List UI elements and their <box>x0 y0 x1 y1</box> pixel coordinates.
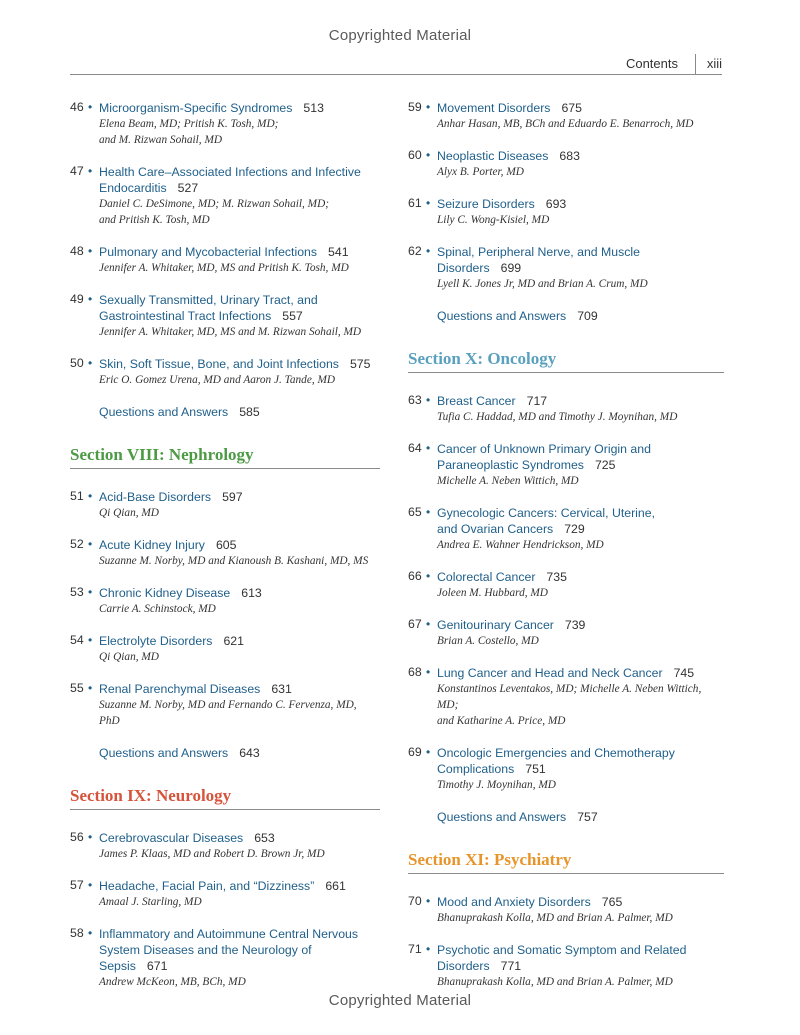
toc-entry[interactable] <box>408 148 724 180</box>
bullet-icon: • <box>88 244 93 258</box>
chapter-title[interactable]: Movement Disorders <box>437 101 551 115</box>
chapter-title-line <box>437 505 724 521</box>
chapter-number: 69 <box>408 745 422 759</box>
bullet-icon: • <box>88 356 93 370</box>
chapter-title[interactable]: Chronic Kidney Disease <box>99 586 231 600</box>
section-rule <box>408 873 724 874</box>
questions-and-answers[interactable] <box>408 809 724 825</box>
bullet-icon: • <box>88 878 93 892</box>
chapter-title[interactable]: Neoplastic Diseases <box>437 149 549 163</box>
chapter-page: 575 <box>349 357 371 371</box>
chapter-authors: Lyell K. Jones Jr, MD and Brian A. Crum, MD <box>437 278 648 290</box>
chapter-page: 739 <box>564 618 586 632</box>
chapter-authors: Joleen M. Hubbard, MD <box>437 587 548 599</box>
chapter-authors: Suzanne M. Norby, MD and Fernando C. Fervenza, MD, PhD <box>99 699 357 727</box>
chapter-title[interactable]: Headache, Facial Pain, and “Dizziness” <box>99 879 315 893</box>
chapter-authors: Eric O. Gomez Urena, MD and Aaron J. Tande, MD <box>99 374 336 386</box>
chapter-authors: and Katharine A. Price, MD <box>437 715 566 727</box>
toc-block <box>408 100 724 292</box>
chapter-number: 51 <box>70 489 84 503</box>
qa-page: 757 <box>577 810 598 824</box>
toc-entry[interactable] <box>408 100 724 132</box>
toc-block <box>408 393 724 793</box>
toc-entry[interactable] <box>408 393 724 425</box>
chapter-title[interactable]: Disorders <box>437 959 490 973</box>
qa-title[interactable]: Questions and Answers <box>99 746 229 760</box>
toc-block <box>70 489 380 729</box>
chapter-title[interactable]: Pulmonary and Mycobacterial Infections <box>99 245 318 259</box>
bullet-icon: • <box>426 148 431 162</box>
chapter-number: 48 <box>70 244 84 258</box>
running-header <box>70 56 722 75</box>
chapter-number: 70 <box>408 894 422 908</box>
toc-entry[interactable] <box>70 537 380 569</box>
chapter-title-line <box>437 745 724 761</box>
toc-entry[interactable] <box>408 196 724 228</box>
toc-entry[interactable] <box>70 878 380 910</box>
bullet-icon: • <box>426 196 431 210</box>
chapter-authors: Brian A. Costello, MD <box>437 635 539 647</box>
bullet-icon: • <box>88 633 93 647</box>
chapter-authors: Amaal J. Starling, MD <box>99 896 202 908</box>
chapter-title[interactable]: Renal Parenchymal Diseases <box>99 682 261 696</box>
qa-title[interactable]: Questions and Answers <box>99 405 229 419</box>
chapter-title[interactable]: Endocarditis <box>99 181 167 195</box>
chapter-title-line <box>437 761 724 777</box>
bullet-icon: • <box>88 100 93 114</box>
chapter-page: 729 <box>564 522 585 536</box>
chapter-page: 671 <box>146 959 168 973</box>
chapter-number: 59 <box>408 100 422 114</box>
chapter-authors: Konstantinos Leventakos, MD; Michelle A. Neben Wittich, MD; <box>437 683 702 711</box>
qa-title[interactable]: Questions and Answers <box>437 309 567 323</box>
chapter-page: 541 <box>328 245 349 259</box>
chapter-title-line <box>437 100 724 116</box>
chapter-authors: Jennifer A. Whitaker, MD, MS and M. Rizwan Sohail, MD <box>99 326 362 338</box>
chapter-page: 653 <box>254 831 275 845</box>
toc-entry[interactable] <box>408 942 724 990</box>
chapter-number: 55 <box>70 681 84 695</box>
chapter-number: 47 <box>70 164 84 178</box>
section-title: Section X: Oncology <box>408 349 557 368</box>
questions-and-answers[interactable] <box>408 308 724 324</box>
chapter-authors: Qi Qian, MD <box>99 651 159 663</box>
header-label: Contents <box>625 56 678 71</box>
chapter-authors: Qi Qian, MD <box>99 507 159 519</box>
chapter-page: 675 <box>561 101 582 115</box>
chapter-title-line <box>99 878 380 894</box>
chapter-title[interactable]: Gynecologic Cancers: Cervical, Uterine, <box>437 506 656 520</box>
chapter-page: 771 <box>500 959 522 973</box>
chapter-title[interactable]: Mood and Anxiety Disorders <box>437 895 591 909</box>
chapter-number: 71 <box>408 942 422 956</box>
chapter-authors: Timothy J. Moynihan, MD <box>437 779 556 791</box>
chapter-title-line <box>99 926 380 942</box>
chapter-title[interactable]: Microorganism-Specific Syndromes <box>99 101 293 115</box>
watermark-bottom: Copyrighted Material <box>328 992 472 1009</box>
chapter-number: 65 <box>408 505 422 519</box>
qa-title[interactable]: Questions and Answers <box>437 810 567 824</box>
chapter-title[interactable]: Inflammatory and Autoimmune Central Nervous <box>99 927 359 941</box>
chapter-authors: Jennifer A. Whitaker, MD, MS and Pritish K. Tosh, MD <box>99 262 349 274</box>
bullet-icon: • <box>426 393 431 407</box>
chapter-title-line <box>437 441 724 457</box>
chapter-number: 46 <box>70 100 84 114</box>
bullet-icon: • <box>88 164 93 178</box>
chapter-page: 527 <box>177 181 199 195</box>
qa-page: 643 <box>239 746 260 760</box>
toc-entry[interactable] <box>408 665 724 729</box>
chapter-title[interactable]: Complications <box>437 762 515 776</box>
toc-entry[interactable] <box>70 830 380 862</box>
chapter-number: 62 <box>408 244 422 258</box>
chapter-number: 50 <box>70 356 84 370</box>
chapter-page: 725 <box>594 458 616 472</box>
chapter-title-line <box>437 958 724 974</box>
chapter-authors: Elena Beam, MD; Pritish K. Tosh, MD; <box>99 118 279 130</box>
chapter-title-line <box>99 489 380 505</box>
chapter-page: 735 <box>546 570 567 584</box>
chapter-title-line <box>99 292 380 308</box>
chapter-title-line <box>99 308 380 324</box>
section-title: Section VIII: Nephrology <box>70 445 254 464</box>
section-rule <box>70 468 380 469</box>
toc-block <box>70 100 380 388</box>
chapter-authors: and M. Rizwan Sohail, MD <box>99 134 223 146</box>
chapter-authors: Andrea E. Wahner Hendrickson, MD <box>437 539 604 551</box>
chapter-page: 605 <box>215 538 237 552</box>
chapter-title[interactable]: Paraneoplastic Syndromes <box>437 458 584 472</box>
chapter-page: 693 <box>545 197 567 211</box>
bullet-icon: • <box>88 926 93 940</box>
bullet-icon: • <box>88 489 93 503</box>
toc-entry[interactable] <box>70 489 380 521</box>
qa-page: 709 <box>577 309 598 323</box>
bullet-icon: • <box>88 292 93 306</box>
section-oncology <box>408 348 724 375</box>
chapter-number: 64 <box>408 441 422 455</box>
chapter-number: 58 <box>70 926 84 940</box>
chapter-title-line <box>99 244 380 260</box>
toc-block <box>70 830 380 990</box>
toc-entry[interactable] <box>70 926 380 990</box>
toc-entry[interactable] <box>70 681 380 729</box>
toc-right-column <box>408 100 724 1006</box>
chapter-title-line <box>99 356 380 372</box>
chapter-authors: and Pritish K. Tosh, MD <box>99 214 210 226</box>
chapter-title-line <box>99 585 380 601</box>
chapter-number: 61 <box>408 196 422 210</box>
toc-entry[interactable] <box>408 569 724 601</box>
toc-entry[interactable] <box>70 164 380 228</box>
chapter-page: 557 <box>282 309 303 323</box>
chapter-title-line <box>99 681 380 697</box>
chapter-page: 683 <box>559 149 580 163</box>
chapter-page: 513 <box>303 101 324 115</box>
bullet-icon: • <box>88 585 93 599</box>
chapter-title[interactable]: Acid-Base Disorders <box>99 490 212 504</box>
bullet-icon: • <box>426 894 431 908</box>
chapter-authors: Daniel C. DeSimone, MD; M. Rizwan Sohail, MD; <box>99 198 329 210</box>
chapter-title-line <box>437 457 724 473</box>
chapter-title[interactable]: Cancer of Unknown Primary Origin and <box>437 442 651 456</box>
chapter-title-line <box>437 244 724 276</box>
bullet-icon: • <box>426 745 431 759</box>
header-divider <box>695 54 696 74</box>
questions-and-answers[interactable] <box>70 404 380 420</box>
chapter-title[interactable]: Acute Kidney Injury <box>99 538 205 552</box>
bullet-icon: • <box>426 505 431 519</box>
chapter-number: 49 <box>70 292 84 306</box>
chapter-title[interactable]: Colorectal Cancer <box>437 570 536 584</box>
bullet-icon: • <box>88 681 93 695</box>
chapter-number: 56 <box>70 830 84 844</box>
chapter-title-line <box>99 180 380 196</box>
toc-entry[interactable] <box>70 356 380 388</box>
bullet-icon: • <box>426 665 431 679</box>
chapter-page: 765 <box>601 895 623 909</box>
chapter-page: 717 <box>526 394 548 408</box>
chapter-title[interactable]: Psychotic and Somatic Symptom and Related <box>437 943 687 957</box>
toc-entry[interactable] <box>70 633 380 665</box>
chapter-title[interactable]: Oncologic Emergencies and Chemotherapy <box>437 746 675 760</box>
section-title: Section IX: Neurology <box>70 786 232 805</box>
chapter-title[interactable]: Seizure Disorders <box>437 197 535 211</box>
toc-entry[interactable] <box>70 585 380 617</box>
bullet-icon: • <box>426 942 431 956</box>
chapter-title-line <box>99 100 380 116</box>
chapter-authors: Anhar Hasan, MB, BCh and Eduardo E. Benarroch, MD <box>437 118 694 130</box>
chapter-number: 63 <box>408 393 422 407</box>
chapter-number: 54 <box>70 633 84 647</box>
chapter-number: 52 <box>70 537 84 551</box>
toc-entry[interactable] <box>70 100 380 148</box>
section-nephrology <box>70 444 380 471</box>
chapter-authors: Suzanne M. Norby, MD and Kianoush B. Kashani, MD, MS <box>99 555 369 567</box>
chapter-title[interactable]: and Ovarian Cancers <box>437 522 554 536</box>
toc-entry[interactable] <box>408 617 724 649</box>
bullet-icon: • <box>426 569 431 583</box>
chapter-page: 631 <box>271 682 292 696</box>
bullet-icon: • <box>426 617 431 631</box>
chapter-title-line <box>437 617 724 633</box>
chapter-authors: James P. Klaas, MD and Robert D. Brown Jr, MD <box>99 848 325 860</box>
chapter-number: 53 <box>70 585 84 599</box>
chapter-title-line <box>437 665 724 681</box>
toc-entry[interactable] <box>408 244 724 292</box>
toc-entry[interactable] <box>408 745 724 793</box>
chapter-number: 60 <box>408 148 422 162</box>
toc-entry[interactable] <box>70 244 380 276</box>
chapter-title-line <box>437 196 724 212</box>
chapter-page: 597 <box>222 490 243 504</box>
chapter-title-line <box>437 393 724 409</box>
chapter-title[interactable]: Breast Cancer <box>437 394 516 408</box>
section-title: Section XI: Psychiatry <box>408 850 572 869</box>
chapter-title[interactable]: Sexually Transmitted, Urinary Tract, and <box>99 293 318 307</box>
chapter-title[interactable]: Cerebrovascular Diseases <box>99 831 244 845</box>
chapter-number: 57 <box>70 878 84 892</box>
chapter-title-line <box>437 942 724 958</box>
chapter-title[interactable]: Lung Cancer and Head and Neck Cancer <box>437 666 663 680</box>
chapter-title-line <box>99 830 380 846</box>
chapter-number: 67 <box>408 617 422 631</box>
toc-block <box>408 894 724 990</box>
chapter-title[interactable]: Skin, Soft Tissue, Bone, and Joint Infections <box>99 357 339 371</box>
bullet-icon: • <box>426 244 431 258</box>
qa-page: 585 <box>239 405 260 419</box>
bullet-icon: • <box>88 537 93 551</box>
chapter-title[interactable]: Spinal, Peripheral Nerve, and Muscle Disorders <box>437 245 641 275</box>
chapter-authors: Andrew McKeon, MB, BCh, MD <box>99 976 246 988</box>
section-rule <box>70 809 380 810</box>
chapter-title[interactable]: Health Care–Associated Infections and Infective <box>99 165 361 179</box>
toc-left-column <box>70 100 380 1006</box>
section-rule <box>408 372 724 373</box>
chapter-page: 613 <box>241 586 262 600</box>
watermark-top: Copyrighted Material <box>328 27 472 44</box>
chapter-authors: Alyx B. Porter, MD <box>437 166 524 178</box>
toc-entry[interactable] <box>408 894 724 926</box>
bullet-icon: • <box>88 830 93 844</box>
chapter-authors: Michelle A. Neben Wittich, MD <box>437 475 579 487</box>
chapter-page: 699 <box>500 261 522 275</box>
chapter-authors: Lily C. Wong-Kisiel, MD <box>437 214 550 226</box>
chapter-title-line <box>437 569 724 585</box>
section-neurology <box>70 785 380 812</box>
chapter-authors: Carrie A. Schinstock, MD <box>99 603 216 615</box>
chapter-title-line <box>437 521 724 537</box>
chapter-title-line <box>437 148 724 164</box>
chapter-title-line <box>99 537 380 553</box>
chapter-title[interactable]: System Diseases and the Neurology of Sepsis <box>99 943 312 973</box>
bullet-icon: • <box>426 441 431 455</box>
toc-entry[interactable] <box>70 292 380 340</box>
chapter-page: 661 <box>325 879 346 893</box>
toc-entry[interactable] <box>408 441 724 489</box>
chapter-title-line <box>99 633 380 649</box>
chapter-title-line <box>437 894 724 910</box>
questions-and-answers[interactable] <box>70 745 380 761</box>
chapter-number: 68 <box>408 665 422 679</box>
chapter-number: 66 <box>408 569 422 583</box>
chapter-page: 745 <box>673 666 695 680</box>
toc-entry[interactable] <box>408 505 724 553</box>
chapter-page: 621 <box>223 634 244 648</box>
chapter-authors: Bhanuprakash Kolla, MD and Brian A. Palmer, MD <box>437 976 673 988</box>
chapter-authors: Bhanuprakash Kolla, MD and Brian A. Palmer, MD <box>437 912 673 924</box>
chapter-title-line <box>99 942 380 974</box>
bullet-icon: • <box>426 100 431 114</box>
chapter-page: 751 <box>525 762 546 776</box>
chapter-title[interactable]: Genitourinary Cancer <box>437 618 554 632</box>
header-page-number: xiii <box>706 56 722 71</box>
chapter-title-line <box>99 164 380 180</box>
chapter-title[interactable]: Gastrointestinal Tract Infections <box>99 309 272 323</box>
section-psychiatry <box>408 849 724 876</box>
chapter-title[interactable]: Electrolyte Disorders <box>99 634 213 648</box>
chapter-authors: Tufia C. Haddad, MD and Timothy J. Moynihan, MD <box>437 411 678 423</box>
